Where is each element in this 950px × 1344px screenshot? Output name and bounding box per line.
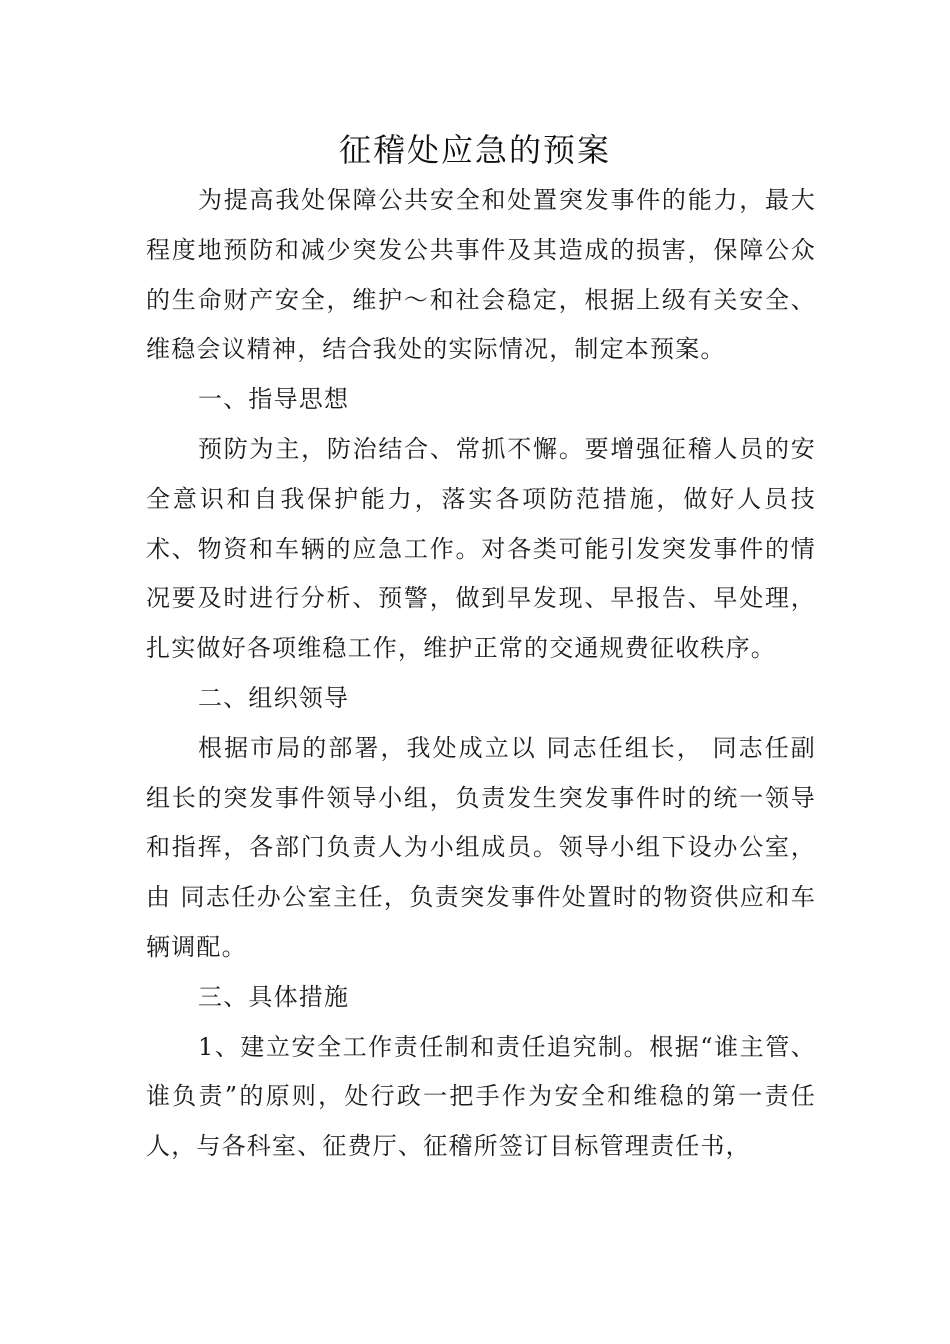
section-heading-measures: 三、具体措施	[198, 982, 350, 1011]
document-body	[146, 176, 816, 1172]
section-heading-organization: 二、组织领导	[198, 683, 350, 712]
document-title: 征稽处应急的预案	[338, 131, 611, 169]
paragraph-organization: 根据市局的部署，我处成立以 同志任组长， 同志任副组长的突发事件领导小组，负责发生突发事件时的统一领导和指挥，各部门负责人为小组成员。领导小组下设办公室，由 同志任办公室主任，负责突发事件处置时的物资供应和车辆调配。	[146, 733, 816, 961]
paragraph-guiding-thought: 预防为主，防治结合、常抓不懈。要增强征稽人员的安全意识和自我保护能力，落实各项防范措施，做好人员技术、物资和车辆的应急工作。对各类可能引发突发事件的情况要及时进行分析、预警，做到早发现、早报告、早处理，扎实做好各项维稳工作，维护正常的交通规费征收秩序。	[146, 434, 816, 663]
section-heading-guiding-thought: 一、指导思想	[198, 385, 350, 414]
paragraph-measure-1: 1、建立安全工作责任制和责任追究制。根据“谁主管、谁负责”的原则，处行政一把手作为安全和维稳的第一责任人，与各科室、征费厅、征稽所签订目标管理责任书，	[146, 1032, 816, 1161]
paragraph-intro: 为提高我处保障公共安全和处置突发事件的能力，最大程度地预防和减少突发公共事件及其造成的损害，保障公众的生命财产安全，维护～和社会稳定，根据上级有关安全、维稳会议精神，结合我处的实际情况，制定本预案。	[146, 186, 816, 364]
